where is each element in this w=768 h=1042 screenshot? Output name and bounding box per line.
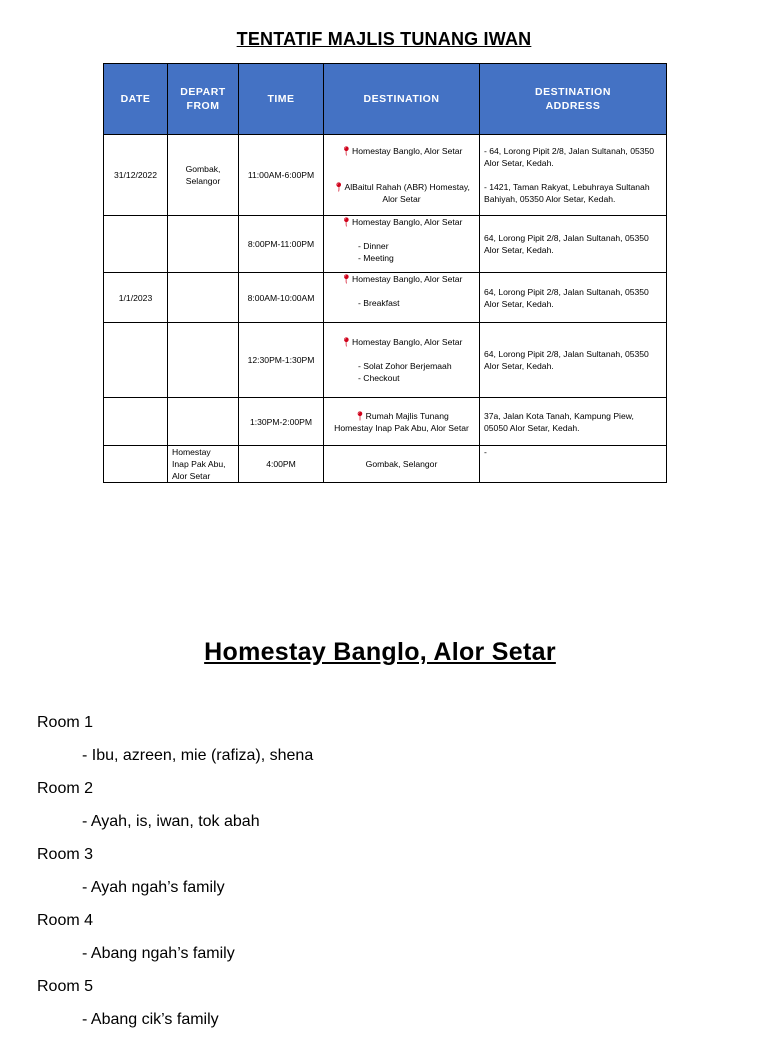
table-row [104, 216, 667, 273]
room-occupants: - Ayah, is, iwan, tok abah [82, 813, 260, 830]
header-time: TIME [239, 64, 324, 135]
table-row [104, 398, 667, 446]
room-occupants: - Abang cik’s family [82, 1011, 219, 1028]
cell-depart-from [168, 273, 239, 323]
cell-date [104, 446, 168, 483]
cell-depart-from [168, 398, 239, 446]
cell-date: 31/12/2022 [104, 135, 168, 216]
section-title: Homestay Banglo, Alor Setar [204, 638, 556, 666]
cell-time: 4:00PM [239, 446, 324, 483]
cell-destination: Gombak, Selangor [324, 446, 480, 483]
cell-time: 8:00PM-11:00PM [239, 216, 324, 273]
cell-time: 8:00AM-10:00AM [239, 273, 324, 323]
cell-time: 12:30PM-1:30PM [239, 323, 324, 398]
list-item [37, 910, 737, 965]
table-row [104, 446, 667, 483]
list-item [37, 712, 737, 767]
header-depart-from: DEPART FROM [168, 64, 239, 135]
header-destination: DESTINATION [324, 64, 480, 135]
cell-date [104, 323, 168, 398]
cell-address: 64, Lorong Pipit 2/8, Jalan Sultanah, 05350 Alor Setar, Kedah. [480, 216, 667, 273]
cell-date [104, 216, 168, 273]
cell-destination: 📍︎Homestay Banglo, Alor Setar - Solat Zohor Berjemaah - Checkout [324, 323, 480, 398]
cell-depart-from [168, 323, 239, 398]
table-row [104, 273, 667, 323]
location-pin-icon: 📍︎ [340, 337, 353, 347]
header-date: DATE [104, 64, 168, 135]
schedule-table [103, 63, 667, 483]
table-row [104, 135, 667, 216]
location-pin-icon: 📍︎ [340, 217, 353, 227]
cell-depart-from: Homestay Inap Pak Abu, Alor Setar [168, 446, 239, 483]
room-name: Room 1 [37, 714, 94, 731]
room-occupants: - Abang ngah’s family [82, 945, 235, 962]
location-pin-icon: 📍︎ [340, 146, 353, 156]
cell-time: 11:00AM-6:00PM [239, 135, 324, 216]
cell-date: 1/1/2023 [104, 273, 168, 323]
cell-address: 64, Lorong Pipit 2/8, Jalan Sultanah, 05350 Alor Setar, Kedah. [480, 273, 667, 323]
cell-date [104, 398, 168, 446]
list-item [37, 844, 737, 899]
cell-depart-from [168, 216, 239, 273]
cell-destination: 📍︎Rumah Majlis Tunang Homestay Inap Pak Abu, Alor Setar [324, 398, 480, 446]
room-occupants: - Ayah ngah’s family [82, 879, 225, 896]
document-title: TENTATIF MAJLIS TUNANG IWAN [236, 29, 532, 49]
room-occupants: - Ibu, azreen, mie (rafiza), shena [82, 747, 314, 764]
location-pin-icon: 📍︎ [340, 274, 353, 284]
list-item [37, 976, 737, 1031]
cell-time: 1:30PM-2:00PM [239, 398, 324, 446]
room-name: Room 3 [37, 846, 94, 863]
location-pin-icon: 📍︎ [354, 410, 366, 421]
room-list [37, 712, 737, 1042]
cell-destination: 📍︎Homestay Banglo, Alor Setar - Dinner - Meeting [324, 216, 480, 273]
room-name: Room 5 [37, 978, 94, 995]
cell-address: - 64, Lorong Pipit 2/8, Jalan Sultanah, 05350 Alor Setar, Kedah. - 1421, Taman Rakyat, Lebuhraya Sultanah Bahiyah, 05350 Alor Setar, Kedah. [480, 135, 667, 216]
room-name: Room 2 [37, 780, 94, 797]
room-name: Room 4 [37, 912, 94, 929]
cell-address: 37a, Jalan Kota Tanah, Kampung Piew, 05050 Alor Setar, Kedah. [480, 398, 667, 446]
location-pin-icon: 📍︎ [333, 182, 345, 192]
table-header-row [104, 64, 667, 135]
cell-destination: 📍︎Homestay Banglo, Alor Setar 📍︎AlBaitul Rahah (ABR) Homestay, Alor Setar [324, 135, 480, 216]
cell-destination: 📍︎Homestay Banglo, Alor Setar - Breakfast [324, 273, 480, 323]
list-item [37, 778, 737, 833]
cell-address: 64, Lorong Pipit 2/8, Jalan Sultanah, 05350 Alor Setar, Kedah. [480, 323, 667, 398]
cell-address: - [480, 446, 667, 483]
header-destination-address: DESTINATION ADDRESS [480, 64, 667, 135]
table-row [104, 323, 667, 398]
cell-depart-from: Gombak, Selangor [168, 135, 239, 216]
